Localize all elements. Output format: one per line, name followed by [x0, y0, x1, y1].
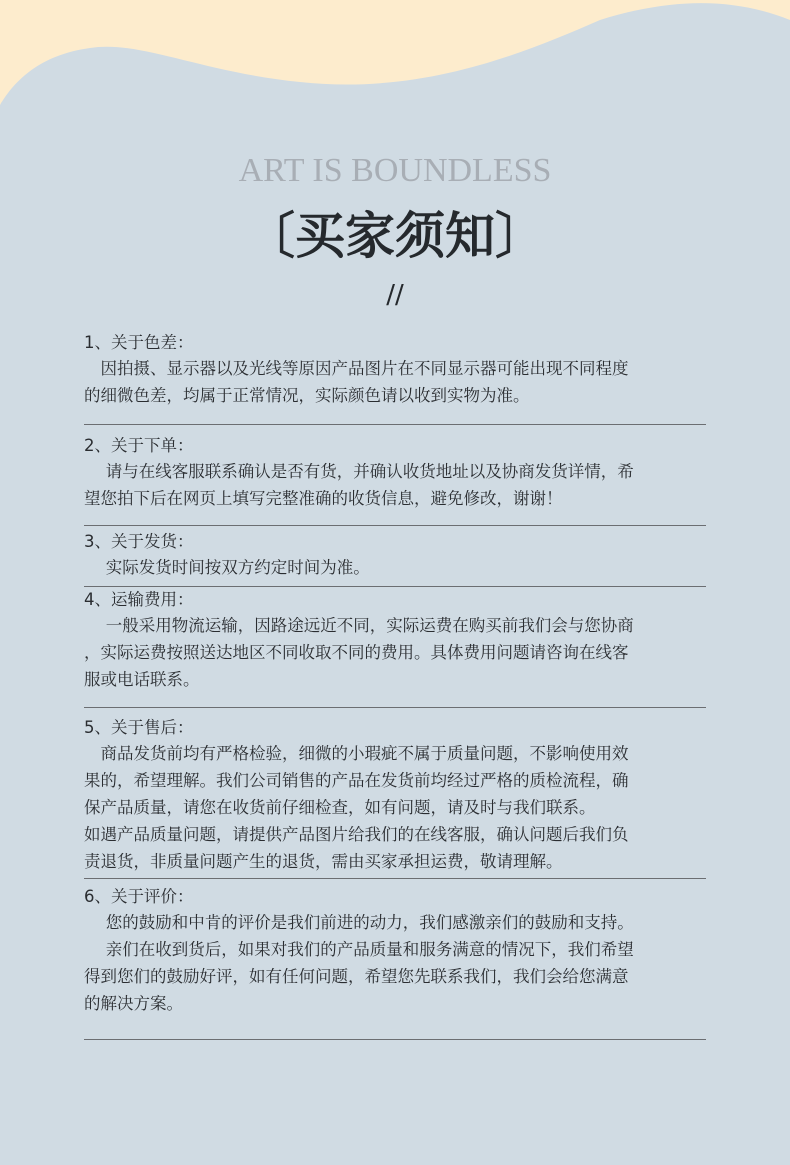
- section-text-line: 责退货，非质量问题产生的退货，需由买家承担运费，敬请理解。: [84, 852, 563, 871]
- title-divider: //: [386, 280, 404, 310]
- section-text-line: 望您拍下后在网页上填写完整准确的收货信息，避免修改，谢谢！: [84, 489, 563, 508]
- section-title: 3、关于发货：: [84, 532, 194, 551]
- section-text-line: 的细微色差，均属于正常情况，实际颜色请以收到实物为准。: [84, 386, 530, 405]
- notice-section: [84, 716, 706, 875]
- section-divider: [84, 878, 706, 879]
- section-text-line: 请与在线客服联系确认是否有货，并确认收货地址以及协商发货详情，希: [84, 462, 634, 481]
- section-title: 5、关于售后：: [84, 718, 194, 737]
- section-text-line: ，实际运费按照送达地区不同收取不同的费用。具体费用问题请咨询在线客: [84, 643, 629, 662]
- notice-section: [84, 434, 706, 512]
- section-text-line: 一般采用物流运输，因路途远近不同，实际运费在购买前我们会与您协商: [84, 616, 634, 635]
- section-text-line: 服或电话联系。: [84, 670, 200, 689]
- section-text-line: 实际发货时间按双方约定时间为准。: [84, 558, 370, 577]
- section-divider: [84, 525, 706, 526]
- page-subtitle: ART IS BOUNDLESS: [238, 152, 552, 189]
- section-text-line: 得到您们的鼓励好评，如有任何问题，希望您先联系我们，我们会给您满意: [84, 967, 629, 986]
- section-text-line: 保产品质量，请您在收货前仔细检查，如有问题，请及时与我们联系。: [84, 798, 596, 817]
- section-title: 2、关于下单：: [84, 436, 194, 455]
- page-title: 〔买家须知〕: [245, 206, 545, 265]
- section-text-line: 亲们在收到货后，如果对我们的产品质量和服务满意的情况下，我们希望: [84, 940, 634, 959]
- notice-section: [84, 885, 706, 1017]
- section-divider: [84, 586, 706, 587]
- section-divider: [84, 707, 706, 708]
- section-text-line: 的解决方案。: [84, 994, 183, 1013]
- section-title: 1、关于色差：: [84, 333, 194, 352]
- section-text-line: 商品发货前均有严格检验，细微的小瑕疵不属于质量问题，不影响使用效: [84, 744, 629, 763]
- section-text-line: 果的，希望理解。我们公司销售的产品在发货前均经过严格的质检流程，确: [84, 771, 629, 790]
- section-text-line: 如遇产品质量问题，请提供产品图片给我们的在线客服，确认问题后我们负: [84, 825, 629, 844]
- notice-section: [84, 530, 706, 581]
- section-title: 6、关于评价：: [84, 887, 194, 906]
- wave-background: [0, 0, 790, 120]
- section-text-line: 因拍摄、显示器以及光线等原因产品图片在不同显示器可能出现不同程度: [84, 359, 629, 378]
- section-text-line: 您的鼓励和中肯的评价是我们前进的动力，我们感激亲们的鼓励和支持。: [84, 913, 634, 932]
- notice-section: [84, 331, 706, 409]
- section-divider: [84, 424, 706, 425]
- notice-section: [84, 588, 706, 693]
- section-divider: [84, 1039, 706, 1040]
- section-title: 4、运输费用：: [84, 590, 194, 609]
